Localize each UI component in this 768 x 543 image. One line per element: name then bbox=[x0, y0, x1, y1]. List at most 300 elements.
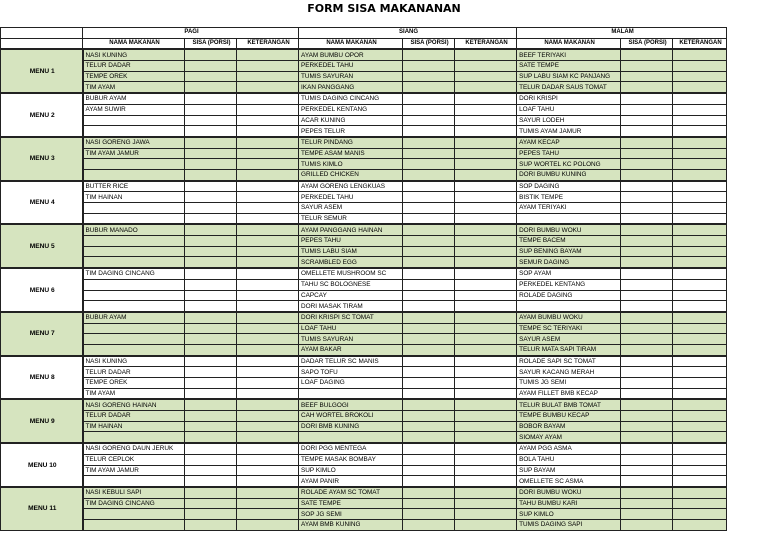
sisa-porsi-cell[interactable] bbox=[185, 236, 237, 247]
sisa-porsi-cell[interactable] bbox=[185, 213, 237, 224]
sisa-porsi-cell[interactable] bbox=[621, 476, 673, 487]
sisa-porsi-cell[interactable] bbox=[185, 519, 237, 530]
sisa-porsi-cell[interactable] bbox=[403, 71, 455, 82]
sisa-porsi-cell[interactable] bbox=[403, 82, 455, 93]
keterangan-cell[interactable] bbox=[455, 367, 517, 378]
sisa-porsi-cell[interactable] bbox=[621, 159, 673, 170]
keterangan-cell[interactable] bbox=[455, 323, 517, 334]
sisa-porsi-cell[interactable] bbox=[403, 61, 455, 72]
sisa-porsi-cell[interactable] bbox=[185, 509, 237, 520]
food-name-malam: DORI BUMBU KUNING bbox=[517, 169, 621, 180]
sisa-porsi-cell[interactable] bbox=[621, 411, 673, 422]
sisa-porsi-cell[interactable] bbox=[403, 509, 455, 520]
sisa-porsi-cell[interactable] bbox=[621, 268, 673, 279]
sisa-porsi-cell[interactable] bbox=[185, 356, 237, 367]
keterangan-cell[interactable] bbox=[455, 115, 517, 126]
keterangan-cell[interactable] bbox=[455, 224, 517, 235]
keterangan-cell[interactable] bbox=[237, 334, 299, 345]
food-name-pagi: TEMPE OREK bbox=[83, 71, 185, 82]
keterangan-cell[interactable] bbox=[455, 268, 517, 279]
table-row bbox=[1, 465, 727, 476]
keterangan-cell[interactable] bbox=[237, 181, 299, 192]
sisa-porsi-cell[interactable] bbox=[185, 246, 237, 257]
keterangan-cell[interactable] bbox=[455, 126, 517, 137]
sisa-porsi-cell[interactable] bbox=[185, 323, 237, 334]
sisa-porsi-cell[interactable] bbox=[621, 203, 673, 214]
keterangan-cell[interactable] bbox=[673, 246, 727, 257]
sisa-porsi-cell[interactable] bbox=[185, 465, 237, 476]
keterangan-cell[interactable] bbox=[237, 323, 299, 334]
keterangan-cell[interactable] bbox=[455, 203, 517, 214]
keterangan-cell[interactable] bbox=[673, 367, 727, 378]
keterangan-cell[interactable] bbox=[455, 421, 517, 432]
keterangan-cell[interactable] bbox=[455, 82, 517, 93]
sisa-porsi-cell[interactable] bbox=[185, 432, 237, 443]
sisa-porsi-cell[interactable] bbox=[185, 224, 237, 235]
keterangan-cell[interactable] bbox=[673, 93, 727, 104]
food-name-pagi bbox=[83, 432, 185, 443]
keterangan-cell[interactable] bbox=[237, 82, 299, 93]
keterangan-cell[interactable] bbox=[455, 137, 517, 148]
keterangan-cell[interactable] bbox=[455, 49, 517, 60]
sisa-porsi-cell[interactable] bbox=[403, 192, 455, 203]
keterangan-cell[interactable] bbox=[237, 159, 299, 170]
keterangan-cell[interactable] bbox=[673, 137, 727, 148]
food-name-siang: TAHU SC BOLOGNESE bbox=[299, 279, 403, 290]
sisa-porsi-cell[interactable] bbox=[403, 224, 455, 235]
sisa-porsi-cell[interactable] bbox=[185, 279, 237, 290]
keterangan-cell[interactable] bbox=[237, 126, 299, 137]
keterangan-cell[interactable] bbox=[673, 126, 727, 137]
table-row bbox=[1, 49, 727, 60]
keterangan-cell[interactable] bbox=[673, 192, 727, 203]
sisa-porsi-cell[interactable] bbox=[403, 126, 455, 137]
keterangan-cell[interactable] bbox=[455, 246, 517, 257]
sisa-porsi-cell[interactable] bbox=[621, 509, 673, 520]
sisa-porsi-cell[interactable] bbox=[185, 115, 237, 126]
keterangan-cell[interactable] bbox=[237, 268, 299, 279]
food-name-siang: DORI PGG MENTEGA bbox=[299, 443, 403, 454]
keterangan-cell[interactable] bbox=[673, 224, 727, 235]
sisa-porsi-cell[interactable] bbox=[403, 356, 455, 367]
table-row bbox=[1, 454, 727, 465]
sisa-porsi-cell[interactable] bbox=[403, 148, 455, 159]
food-name-malam bbox=[517, 213, 621, 224]
sisa-porsi-cell[interactable] bbox=[621, 169, 673, 180]
keterangan-cell[interactable] bbox=[673, 82, 727, 93]
sisa-porsi-cell[interactable] bbox=[185, 71, 237, 82]
keterangan-cell[interactable] bbox=[455, 301, 517, 312]
keterangan-cell[interactable] bbox=[237, 93, 299, 104]
keterangan-cell[interactable] bbox=[237, 246, 299, 257]
sisa-porsi-cell[interactable] bbox=[185, 104, 237, 115]
sisa-porsi-cell[interactable] bbox=[621, 301, 673, 312]
keterangan-cell[interactable] bbox=[237, 203, 299, 214]
keterangan-cell[interactable] bbox=[673, 476, 727, 487]
sisa-porsi-cell[interactable] bbox=[403, 49, 455, 60]
keterangan-cell[interactable] bbox=[237, 509, 299, 520]
sisa-porsi-cell[interactable] bbox=[621, 312, 673, 323]
table-row bbox=[1, 82, 727, 93]
sisa-porsi-cell[interactable] bbox=[621, 257, 673, 268]
sisa-porsi-cell[interactable] bbox=[185, 454, 237, 465]
sisa-porsi-cell[interactable] bbox=[621, 49, 673, 60]
sisa-porsi-cell[interactable] bbox=[403, 93, 455, 104]
food-name-malam: AYAM KECAP bbox=[517, 137, 621, 148]
food-name-malam bbox=[517, 301, 621, 312]
sisa-porsi-cell[interactable] bbox=[185, 169, 237, 180]
keterangan-cell[interactable] bbox=[455, 344, 517, 355]
sisa-porsi-cell[interactable] bbox=[185, 443, 237, 454]
food-name-pagi: TIM DAGING CINCANG bbox=[83, 268, 185, 279]
sisa-porsi-cell[interactable] bbox=[621, 115, 673, 126]
sisa-porsi-cell[interactable] bbox=[403, 367, 455, 378]
keterangan-cell[interactable] bbox=[237, 49, 299, 60]
sisa-porsi-cell[interactable] bbox=[403, 236, 455, 247]
sisa-porsi-cell[interactable] bbox=[403, 268, 455, 279]
keterangan-cell[interactable] bbox=[237, 388, 299, 399]
sisa-porsi-cell[interactable] bbox=[185, 192, 237, 203]
keterangan-cell[interactable] bbox=[673, 290, 727, 301]
sisa-porsi-cell[interactable] bbox=[403, 323, 455, 334]
session-header-row bbox=[1, 28, 727, 39]
keterangan-cell[interactable] bbox=[237, 411, 299, 422]
keterangan-cell[interactable] bbox=[673, 399, 727, 410]
food-name-malam: SUP BAYAM bbox=[517, 465, 621, 476]
keterangan-cell[interactable] bbox=[237, 519, 299, 530]
sisa-porsi-cell[interactable] bbox=[185, 498, 237, 509]
sisa-porsi-cell[interactable] bbox=[621, 279, 673, 290]
sisa-porsi-cell[interactable] bbox=[185, 344, 237, 355]
keterangan-cell[interactable] bbox=[673, 236, 727, 247]
keterangan-cell[interactable] bbox=[673, 388, 727, 399]
keterangan-cell[interactable] bbox=[673, 159, 727, 170]
sisa-porsi-cell[interactable] bbox=[185, 312, 237, 323]
food-name-siang: SUP KIMLO bbox=[299, 465, 403, 476]
keterangan-cell[interactable] bbox=[455, 71, 517, 82]
keterangan-cell[interactable] bbox=[237, 224, 299, 235]
sisa-porsi-cell[interactable] bbox=[621, 323, 673, 334]
sisa-porsi-cell[interactable] bbox=[403, 443, 455, 454]
keterangan-cell[interactable] bbox=[455, 93, 517, 104]
keterangan-cell[interactable] bbox=[237, 279, 299, 290]
sisa-porsi-cell[interactable] bbox=[621, 213, 673, 224]
sisa-porsi-cell[interactable] bbox=[403, 301, 455, 312]
keterangan-cell[interactable] bbox=[455, 279, 517, 290]
food-name-malam: BOLA TAHU bbox=[517, 454, 621, 465]
keterangan-cell[interactable] bbox=[673, 356, 727, 367]
food-name-pagi: TIM DAGING CINCANG bbox=[83, 498, 185, 509]
sisa-porsi-cell[interactable] bbox=[403, 279, 455, 290]
sisa-porsi-cell[interactable] bbox=[403, 519, 455, 530]
food-name-siang: BEEF BULGOGI bbox=[299, 399, 403, 410]
food-name-siang: ACAR KUNING bbox=[299, 115, 403, 126]
keterangan-cell[interactable] bbox=[455, 465, 517, 476]
keterangan-cell[interactable] bbox=[673, 279, 727, 290]
table-row bbox=[1, 192, 727, 203]
keterangan-cell[interactable] bbox=[237, 443, 299, 454]
sisa-porsi-cell[interactable] bbox=[403, 498, 455, 509]
sisa-porsi-cell[interactable] bbox=[621, 192, 673, 203]
food-name-siang: LOAF TAHU bbox=[299, 323, 403, 334]
food-name-pagi: NASI KEBULI SAPI bbox=[83, 487, 185, 498]
keterangan-cell[interactable] bbox=[237, 378, 299, 389]
keterangan-cell[interactable] bbox=[237, 301, 299, 312]
keterangan-cell[interactable] bbox=[237, 290, 299, 301]
sisa-porsi-cell[interactable] bbox=[403, 421, 455, 432]
food-name-malam: BOBOR BAYAM bbox=[517, 421, 621, 432]
sisa-porsi-cell[interactable] bbox=[403, 334, 455, 345]
sisa-porsi-cell[interactable] bbox=[621, 82, 673, 93]
keterangan-cell[interactable] bbox=[455, 356, 517, 367]
sisa-porsi-cell[interactable] bbox=[621, 71, 673, 82]
sisa-porsi-cell[interactable] bbox=[403, 487, 455, 498]
keterangan-cell[interactable] bbox=[237, 421, 299, 432]
sisa-porsi-cell[interactable] bbox=[403, 115, 455, 126]
sisa-porsi-cell[interactable] bbox=[185, 421, 237, 432]
keterangan-cell[interactable] bbox=[673, 378, 727, 389]
sisa-porsi-cell[interactable] bbox=[621, 487, 673, 498]
menu-label: MENU 1 bbox=[1, 49, 83, 93]
sisa-porsi-cell[interactable] bbox=[403, 465, 455, 476]
keterangan-cell[interactable] bbox=[673, 323, 727, 334]
sisa-porsi-cell[interactable] bbox=[185, 378, 237, 389]
sisa-porsi-cell[interactable] bbox=[185, 93, 237, 104]
keterangan-cell[interactable] bbox=[673, 498, 727, 509]
sisa-porsi-cell[interactable] bbox=[621, 367, 673, 378]
sisa-porsi-cell[interactable] bbox=[185, 268, 237, 279]
sisa-porsi-cell[interactable] bbox=[403, 137, 455, 148]
keterangan-cell[interactable] bbox=[237, 169, 299, 180]
sisa-porsi-cell[interactable] bbox=[185, 388, 237, 399]
keterangan-cell[interactable] bbox=[237, 367, 299, 378]
keterangan-cell[interactable] bbox=[237, 115, 299, 126]
sisa-porsi-cell[interactable] bbox=[185, 203, 237, 214]
keterangan-cell[interactable] bbox=[237, 399, 299, 410]
sisa-porsi-cell[interactable] bbox=[621, 344, 673, 355]
keterangan-cell[interactable] bbox=[237, 71, 299, 82]
sisa-porsi-cell[interactable] bbox=[621, 465, 673, 476]
keterangan-cell[interactable] bbox=[455, 399, 517, 410]
keterangan-cell[interactable] bbox=[673, 49, 727, 60]
sisa-porsi-cell[interactable] bbox=[403, 399, 455, 410]
sisa-porsi-cell[interactable] bbox=[621, 399, 673, 410]
keterangan-cell[interactable] bbox=[673, 519, 727, 530]
keterangan-cell[interactable] bbox=[237, 104, 299, 115]
keterangan-cell[interactable] bbox=[673, 432, 727, 443]
sisa-porsi-cell[interactable] bbox=[185, 82, 237, 93]
keterangan-cell[interactable] bbox=[455, 61, 517, 72]
keterangan-cell[interactable] bbox=[455, 169, 517, 180]
sisa-porsi-cell[interactable] bbox=[403, 411, 455, 422]
keterangan-cell[interactable] bbox=[237, 257, 299, 268]
keterangan-cell[interactable] bbox=[455, 104, 517, 115]
sisa-porsi-cell[interactable] bbox=[403, 476, 455, 487]
keterangan-cell[interactable] bbox=[673, 344, 727, 355]
food-name-siang bbox=[299, 432, 403, 443]
keterangan-cell[interactable] bbox=[455, 476, 517, 487]
keterangan-cell[interactable] bbox=[237, 432, 299, 443]
keterangan-cell[interactable] bbox=[455, 290, 517, 301]
keterangan-cell[interactable] bbox=[673, 334, 727, 345]
sisa-porsi-cell[interactable] bbox=[621, 432, 673, 443]
food-name-pagi bbox=[83, 246, 185, 257]
sisa-porsi-cell[interactable] bbox=[621, 356, 673, 367]
keterangan-cell[interactable] bbox=[673, 213, 727, 224]
sisa-porsi-cell[interactable] bbox=[621, 148, 673, 159]
keterangan-cell[interactable] bbox=[237, 465, 299, 476]
food-name-siang: TEMPE ASAM MANIS bbox=[299, 148, 403, 159]
sisa-porsi-cell[interactable] bbox=[621, 388, 673, 399]
sisa-porsi-cell[interactable] bbox=[185, 367, 237, 378]
sisa-porsi-cell[interactable] bbox=[185, 487, 237, 498]
sisa-porsi-cell[interactable] bbox=[403, 213, 455, 224]
sisa-porsi-cell[interactable] bbox=[621, 126, 673, 137]
keterangan-cell[interactable] bbox=[455, 378, 517, 389]
sisa-porsi-cell[interactable] bbox=[403, 169, 455, 180]
sisa-porsi-cell[interactable] bbox=[621, 290, 673, 301]
sisa-porsi-cell[interactable] bbox=[621, 443, 673, 454]
keterangan-cell[interactable] bbox=[455, 454, 517, 465]
keterangan-cell[interactable] bbox=[455, 181, 517, 192]
keterangan-cell[interactable] bbox=[673, 465, 727, 476]
sisa-porsi-cell[interactable] bbox=[185, 137, 237, 148]
keterangan-cell[interactable] bbox=[237, 454, 299, 465]
keterangan-cell[interactable] bbox=[455, 213, 517, 224]
keterangan-cell[interactable] bbox=[673, 61, 727, 72]
keterangan-cell[interactable] bbox=[455, 388, 517, 399]
keterangan-cell[interactable] bbox=[673, 203, 727, 214]
sisa-porsi-cell[interactable] bbox=[403, 181, 455, 192]
sisa-porsi-cell[interactable] bbox=[621, 246, 673, 257]
sisa-porsi-cell[interactable] bbox=[621, 137, 673, 148]
sisa-porsi-cell[interactable] bbox=[403, 344, 455, 355]
sisa-porsi-cell[interactable] bbox=[621, 93, 673, 104]
keterangan-cell[interactable] bbox=[673, 443, 727, 454]
keterangan-cell[interactable] bbox=[237, 487, 299, 498]
keterangan-cell[interactable] bbox=[455, 498, 517, 509]
sisa-porsi-cell[interactable] bbox=[403, 312, 455, 323]
keterangan-cell[interactable] bbox=[237, 312, 299, 323]
food-name-pagi bbox=[83, 509, 185, 520]
sisa-porsi-cell[interactable] bbox=[621, 378, 673, 389]
sisa-porsi-cell[interactable] bbox=[185, 399, 237, 410]
sisa-porsi-cell[interactable] bbox=[403, 378, 455, 389]
keterangan-cell[interactable] bbox=[455, 509, 517, 520]
sisa-porsi-cell[interactable] bbox=[403, 388, 455, 399]
keterangan-cell[interactable] bbox=[673, 411, 727, 422]
sisa-porsi-cell[interactable] bbox=[185, 126, 237, 137]
sisa-porsi-cell[interactable] bbox=[621, 421, 673, 432]
keterangan-cell[interactable] bbox=[673, 148, 727, 159]
food-name-pagi bbox=[83, 236, 185, 247]
sisa-porsi-cell[interactable] bbox=[185, 301, 237, 312]
sisa-porsi-cell[interactable] bbox=[621, 181, 673, 192]
sisa-porsi-cell[interactable] bbox=[185, 159, 237, 170]
keterangan-cell[interactable] bbox=[455, 192, 517, 203]
keterangan-cell[interactable] bbox=[237, 61, 299, 72]
keterangan-cell[interactable] bbox=[673, 181, 727, 192]
keterangan-cell[interactable] bbox=[455, 432, 517, 443]
sisa-porsi-cell[interactable] bbox=[621, 224, 673, 235]
sisa-porsi-cell[interactable] bbox=[185, 148, 237, 159]
keterangan-cell[interactable] bbox=[673, 257, 727, 268]
col-header-nama: NAMA MAKANAN bbox=[517, 38, 621, 49]
keterangan-cell[interactable] bbox=[455, 443, 517, 454]
sisa-porsi-cell[interactable] bbox=[621, 334, 673, 345]
keterangan-cell[interactable] bbox=[673, 301, 727, 312]
sisa-porsi-cell[interactable] bbox=[185, 411, 237, 422]
keterangan-cell[interactable] bbox=[673, 454, 727, 465]
keterangan-cell[interactable] bbox=[455, 159, 517, 170]
keterangan-cell[interactable] bbox=[237, 476, 299, 487]
sisa-porsi-cell[interactable] bbox=[185, 181, 237, 192]
keterangan-cell[interactable] bbox=[673, 421, 727, 432]
keterangan-cell[interactable] bbox=[673, 104, 727, 115]
food-name-siang: CAH WORTEL BROKOLI bbox=[299, 411, 403, 422]
sisa-porsi-cell[interactable] bbox=[621, 498, 673, 509]
food-name-pagi: TIM AYAM bbox=[83, 388, 185, 399]
keterangan-cell[interactable] bbox=[237, 192, 299, 203]
keterangan-cell[interactable] bbox=[455, 148, 517, 159]
keterangan-cell[interactable] bbox=[455, 411, 517, 422]
keterangan-cell[interactable] bbox=[237, 236, 299, 247]
sisa-porsi-cell[interactable] bbox=[403, 290, 455, 301]
sisa-porsi-cell[interactable] bbox=[403, 432, 455, 443]
sisa-porsi-cell[interactable] bbox=[403, 203, 455, 214]
keterangan-cell[interactable] bbox=[237, 137, 299, 148]
table-row bbox=[1, 519, 727, 530]
keterangan-cell[interactable] bbox=[237, 356, 299, 367]
keterangan-cell[interactable] bbox=[673, 509, 727, 520]
menu-label: MENU 2 bbox=[1, 93, 83, 137]
sisa-porsi-cell[interactable] bbox=[185, 476, 237, 487]
keterangan-cell[interactable] bbox=[455, 257, 517, 268]
keterangan-cell[interactable] bbox=[237, 344, 299, 355]
keterangan-cell[interactable] bbox=[237, 498, 299, 509]
keterangan-cell[interactable] bbox=[673, 115, 727, 126]
sisa-porsi-cell[interactable] bbox=[185, 334, 237, 345]
sisa-porsi-cell[interactable] bbox=[621, 61, 673, 72]
keterangan-cell[interactable] bbox=[455, 312, 517, 323]
sisa-porsi-cell[interactable] bbox=[185, 61, 237, 72]
keterangan-cell[interactable] bbox=[673, 487, 727, 498]
sisa-porsi-cell[interactable] bbox=[403, 159, 455, 170]
sisa-porsi-cell[interactable] bbox=[403, 454, 455, 465]
keterangan-cell[interactable] bbox=[455, 334, 517, 345]
sisa-porsi-cell[interactable] bbox=[621, 454, 673, 465]
sisa-porsi-cell[interactable] bbox=[403, 257, 455, 268]
keterangan-cell[interactable] bbox=[237, 213, 299, 224]
keterangan-cell[interactable] bbox=[237, 148, 299, 159]
keterangan-cell[interactable] bbox=[455, 236, 517, 247]
keterangan-cell[interactable] bbox=[455, 519, 517, 530]
sisa-porsi-cell[interactable] bbox=[403, 104, 455, 115]
sisa-porsi-cell[interactable] bbox=[403, 246, 455, 257]
keterangan-cell[interactable] bbox=[673, 71, 727, 82]
sisa-porsi-cell[interactable] bbox=[185, 257, 237, 268]
sisa-porsi-cell[interactable] bbox=[621, 519, 673, 530]
sisa-porsi-cell[interactable] bbox=[621, 236, 673, 247]
sisa-porsi-cell[interactable] bbox=[621, 104, 673, 115]
table-row bbox=[1, 498, 727, 509]
keterangan-cell[interactable] bbox=[673, 312, 727, 323]
keterangan-cell[interactable] bbox=[455, 487, 517, 498]
keterangan-cell[interactable] bbox=[673, 268, 727, 279]
sisa-porsi-cell[interactable] bbox=[185, 290, 237, 301]
keterangan-cell[interactable] bbox=[673, 169, 727, 180]
sisa-porsi-cell[interactable] bbox=[185, 49, 237, 60]
